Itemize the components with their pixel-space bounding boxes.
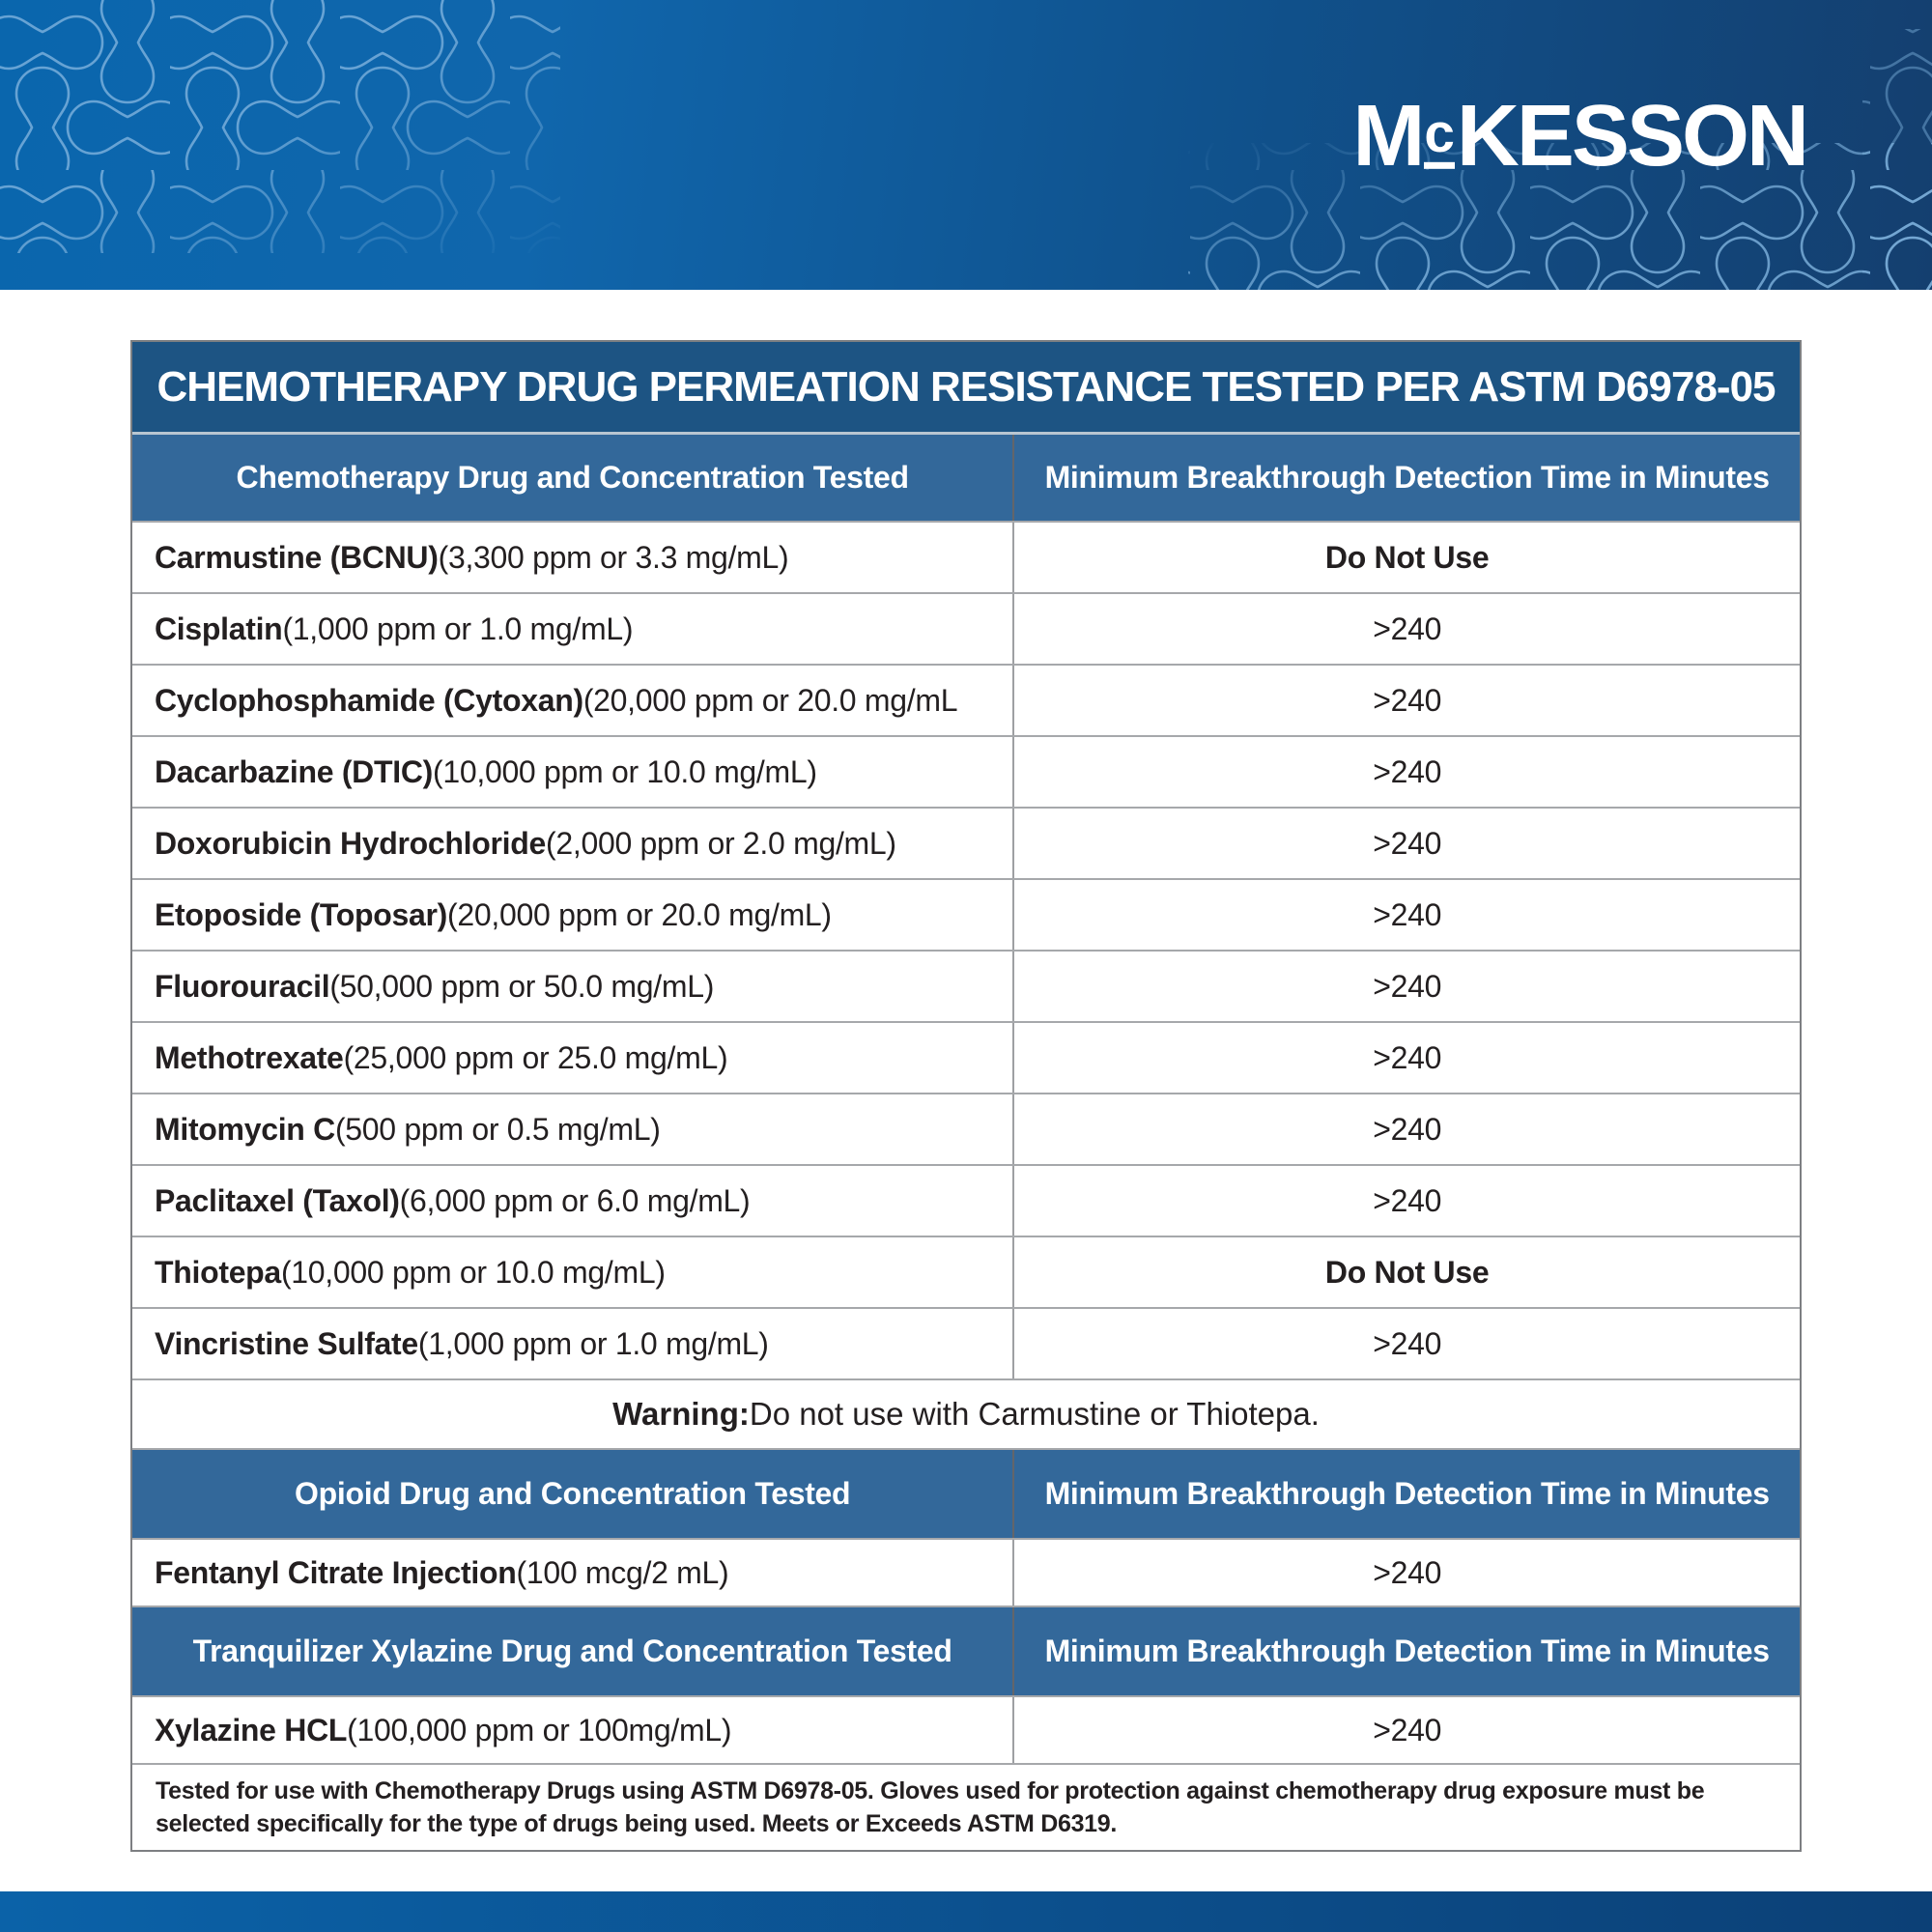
breakthrough-time: >240 [1012, 952, 1800, 1021]
table-title [132, 342, 1800, 432]
chemo-col1-header: Chemotherapy Drug and Concentration Tested [236, 460, 909, 495]
logo-rest: KESSON [1456, 88, 1806, 185]
drug-concentration: (100 mcg/2 mL) [516, 1554, 729, 1590]
drug-cell [132, 1540, 1012, 1605]
drug-cell [132, 1023, 1012, 1093]
drug-name: Paclitaxel (Taxol) [155, 1182, 400, 1218]
opioid-col1-header: Opioid Drug and Concentration Tested [295, 1476, 851, 1511]
drug-cell [132, 809, 1012, 878]
drug-concentration: (6,000 ppm or 6.0 mg/mL) [399, 1182, 751, 1218]
breakthrough-time: >240 [1012, 1166, 1800, 1236]
drug-concentration: (25,000 ppm or 25.0 mg/mL) [343, 1039, 728, 1075]
table-row [132, 592, 1800, 664]
drug-cell [132, 952, 1012, 1021]
drug-name: Dacarbazine (DTIC) [155, 753, 433, 789]
drug-name: Cisplatin [155, 611, 283, 646]
drug-name: Methotrexate [155, 1039, 344, 1075]
header-banner [0, 0, 1932, 290]
breakthrough-time: Do Not Use [1012, 523, 1800, 592]
drug-name: Etoposide (Toposar) [155, 896, 448, 932]
warning-row [132, 1378, 1800, 1448]
warning-text: Do not use with Carmustine or Thiotepa. [749, 1396, 1320, 1432]
table-row [132, 878, 1800, 950]
drug-concentration: (3,300 ppm or 3.3 mg/mL) [438, 539, 789, 575]
drug-cell [132, 1166, 1012, 1236]
logo-m: M [1352, 88, 1423, 185]
drug-cell [132, 880, 1012, 950]
tranquilizer-header-row [132, 1605, 1800, 1695]
drug-concentration: (10,000 ppm or 10.0 mg/mL) [433, 753, 817, 789]
mckesson-logo [1352, 88, 1806, 185]
table-row [132, 807, 1800, 878]
breakthrough-time: Do Not Use [1012, 1237, 1800, 1307]
drug-name: Carmustine (BCNU) [155, 539, 439, 575]
table-row [132, 521, 1800, 592]
table-row [132, 1538, 1800, 1605]
table-row [132, 1307, 1800, 1378]
opioid-header-row [132, 1448, 1800, 1538]
table-row [132, 1695, 1800, 1763]
table-title-text: CHEMOTHERAPY DRUG PERMEATION RESISTANCE TESTED PER ASTM D6978-05 [156, 362, 1776, 411]
drug-name: Mitomycin C [155, 1111, 335, 1147]
opioid-col2-header: Minimum Breakthrough Detection Time in Minutes [1012, 1450, 1800, 1538]
breakthrough-time: >240 [1012, 1023, 1800, 1093]
breakthrough-time: >240 [1012, 1094, 1800, 1164]
chemo-col2-header: Minimum Breakthrough Detection Time in Minutes [1012, 435, 1800, 521]
drug-concentration: (1,000 ppm or 1.0 mg/mL) [417, 1325, 769, 1361]
logo-c-underlined: c [1424, 107, 1455, 169]
table-row [132, 1164, 1800, 1236]
drug-name: Doxorubicin Hydrochloride [155, 825, 546, 861]
drug-concentration: (20,000 ppm or 20.0 mg/mL) [447, 896, 832, 932]
table-row [132, 1093, 1800, 1164]
table-row [132, 1236, 1800, 1307]
breakthrough-time: >240 [1012, 1309, 1800, 1378]
drug-concentration: (10,000 ppm or 10.0 mg/mL) [280, 1254, 666, 1290]
table-row [132, 1021, 1800, 1093]
drug-cell [132, 523, 1012, 592]
footnote-row [132, 1763, 1800, 1850]
bottom-bar [0, 1891, 1932, 1932]
drug-name: Thiotepa [155, 1254, 281, 1290]
drug-cell [132, 737, 1012, 807]
drug-cell [132, 666, 1012, 735]
tranquilizer-col1-header: Tranquilizer Xylazine Drug and Concentration Tested [192, 1634, 952, 1668]
drug-concentration: (100,000 ppm or 100mg/mL) [347, 1712, 732, 1747]
footnote-text: Tested for use with Chemotherapy Drugs using ASTM D6978-05. Gloves used for protection against chemotherapy drug exposure must be selected specifically for the type of drugs being used. Meets or Exceeds ASTM D6319. [156, 1776, 1705, 1837]
table-row [132, 664, 1800, 735]
breakthrough-time: >240 [1012, 1540, 1800, 1605]
breakthrough-time: >240 [1012, 737, 1800, 807]
drug-name: Fluorouracil [155, 968, 330, 1004]
permeation-table [130, 340, 1802, 1852]
drug-cell [132, 1309, 1012, 1378]
drug-name: Cyclophosphamide (Cytoxan) [155, 682, 583, 718]
drug-cell [132, 1094, 1012, 1164]
tranquilizer-col2-header: Minimum Breakthrough Detection Time in Minutes [1012, 1607, 1800, 1695]
drug-concentration: (2,000 ppm or 2.0 mg/mL) [546, 825, 896, 861]
drug-concentration: (50,000 ppm or 50.0 mg/mL) [329, 968, 715, 1004]
drug-cell [132, 1237, 1012, 1307]
breakthrough-time: >240 [1012, 809, 1800, 878]
drug-concentration: (500 ppm or 0.5 mg/mL) [334, 1111, 661, 1147]
drug-name: Xylazine HCL [155, 1712, 348, 1747]
breakthrough-time: >240 [1012, 594, 1800, 664]
breakthrough-time: >240 [1012, 666, 1800, 735]
drug-cell [132, 594, 1012, 664]
drug-cell [132, 1697, 1012, 1763]
warning-label: Warning: [612, 1396, 750, 1432]
drug-name: Vincristine Sulfate [155, 1325, 418, 1361]
table-row [132, 735, 1800, 807]
breakthrough-time: >240 [1012, 1697, 1800, 1763]
chemo-header-row [132, 432, 1800, 521]
drug-name: Fentanyl Citrate Injection [155, 1554, 517, 1590]
table-row [132, 950, 1800, 1021]
drug-concentration: (20,000 ppm or 20.0 mg/mL [582, 682, 958, 718]
breakthrough-time: >240 [1012, 880, 1800, 950]
drug-concentration: (1,000 ppm or 1.0 mg/mL) [282, 611, 634, 646]
